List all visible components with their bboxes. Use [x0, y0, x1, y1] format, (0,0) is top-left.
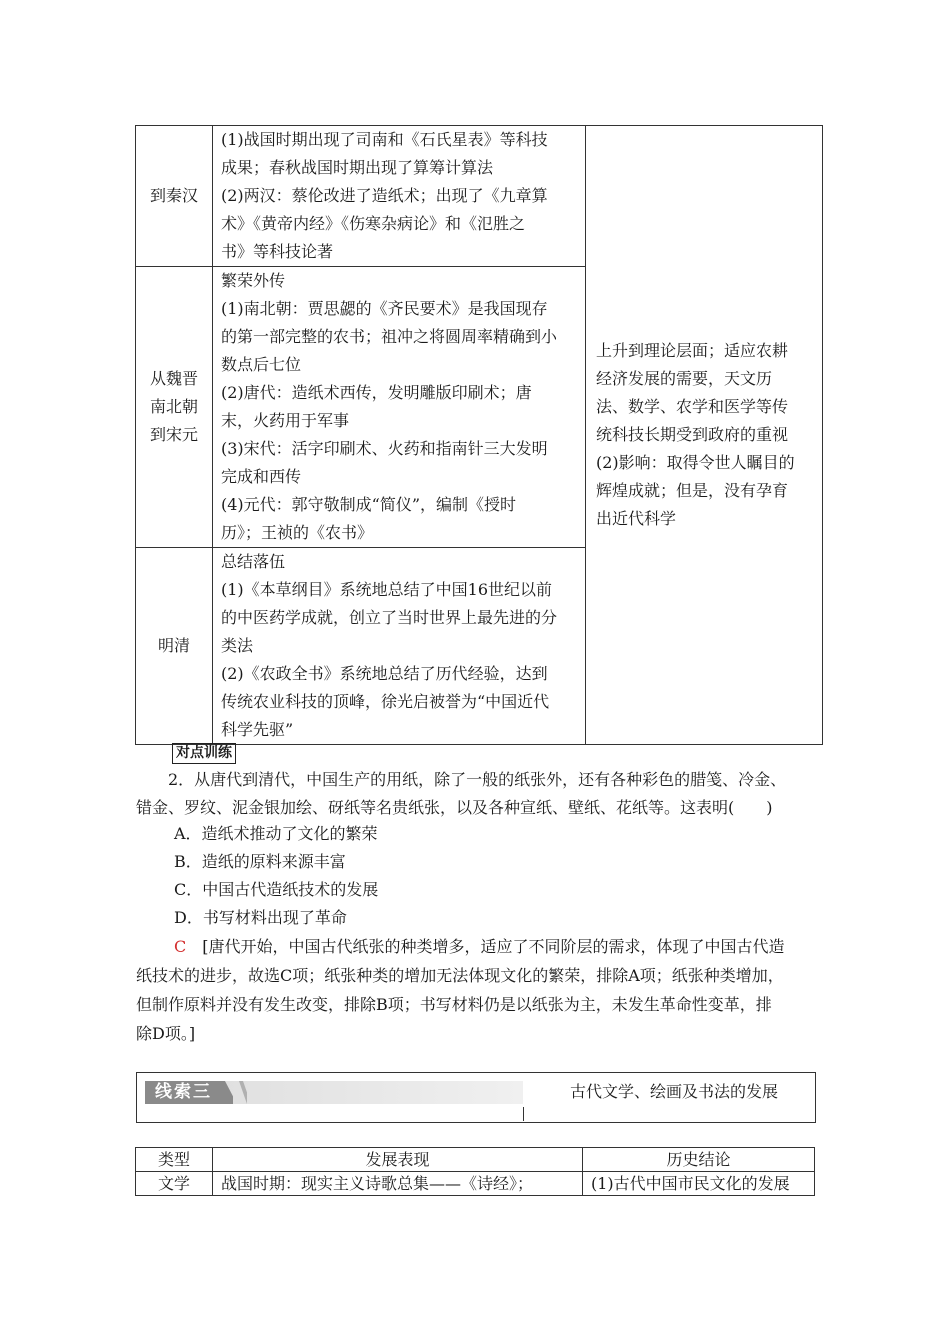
- cell-type: 文学: [136, 1172, 213, 1196]
- header-type: 类型: [136, 1148, 213, 1172]
- header-conclusion: 历史结论: [583, 1148, 815, 1172]
- section-tag-label: 线索三: [155, 1082, 212, 1102]
- question-stem: 2．从唐代到清代，中国生产的用纸，除了一般的纸张外，还有各种彩色的腊笺、冷金、 错金、罗纹、泥金银加绘、砑纸等名贵纸张，以及各种宣纸、壁纸、花纸等。这表明( ): [136, 770, 787, 817]
- table-row: [136, 1172, 815, 1196]
- section-title: 古代文学、绘画及书法的发展: [570, 1082, 779, 1101]
- option-c: C．中国古代造纸技术的发展: [174, 880, 379, 899]
- option-a: A．造纸术推动了文化的繁荣: [174, 824, 378, 843]
- practice-badge: 对点训练: [172, 743, 236, 764]
- header-development: 发展表现: [213, 1148, 583, 1172]
- table-row: [136, 126, 823, 267]
- divider: [523, 1107, 524, 1121]
- culture-table: [135, 1147, 815, 1196]
- section-header: [136, 1072, 816, 1123]
- era-cell: 从魏晋 南北朝 到宋元: [136, 267, 213, 548]
- answer-explanation: C [唐代开始，中国古代纸张的种类增多，适应了不同阶层的需求，体现了中国古代造 纸技术的进步，故选C项；纸张种类的增加无法体现文化的繁荣，排除A项；纸张种类增加， 但制作原料并没有发生改变，排除B项；书写材料仍是以纸张为主，未发生革命性变革，排 除D项。]: [136, 937, 785, 1043]
- option-b: B．造纸的原料来源丰富: [174, 852, 346, 871]
- answer-text: [唐代开始，中国古代纸张的种类增多，适应了不同阶层的需求，体现了中国古代造: [186, 937, 785, 956]
- section-tag: [145, 1081, 523, 1104]
- answer-letter: C: [174, 937, 187, 956]
- option-d: D．书写材料出现了革命: [174, 908, 347, 927]
- development-cell: (1)战国时期出现了司南和《石氏星表》等科技 成果；春秋战国时期出现了算筹计算法 (2)两汉：蔡伦改进了造纸术；出现了《九章算 术》《黄帝内经》《伤寒杂病论》和《氾胜之 书》等科技论著: [213, 126, 586, 267]
- era-cell: 明清: [136, 548, 213, 745]
- development-cell: 繁荣外传 (1)南北朝：贾思勰的《齐民要术》是我国现存 的第一部完整的农书；祖冲之将圆周率精确到小 数点后七位 (2)唐代：造纸术西传，发明雕版印刷术；唐 末，火药用于军事 (3)宋代：活字印刷术、火药和指南针三大发明 完成和西传 (4)元代：郭守敬制成“简仪”，编制《授时 历》；王祯的《农书》: [213, 267, 586, 548]
- development-cell: 总结落伍 (1)《本草纲目》系统地总结了中国16世纪以前 的中医药学成就，创立了当时世界上最先进的分 类法 (2)《农政全书》系统地总结了历代经验，达到 传统农业科技的顶峰，徐光启被誉为“中国近代 科学先驱”: [213, 548, 586, 745]
- conclusion-cell: 上升到理论层面；适应农耕 经济发展的需要，天文历 法、数学、农学和医学等传 统科技长期受到政府的重视 (2)影响：取得令世人瞩目的 辉煌成就；但是，没有孕育 出近代科学: [586, 126, 823, 745]
- cell-development: 战国时期：现实主义诗歌总集——《诗经》；: [213, 1172, 583, 1196]
- era-cell: 到秦汉: [136, 126, 213, 267]
- section-tag-stripe: [239, 1081, 247, 1104]
- table-header-row: [136, 1148, 815, 1172]
- science-history-table: [135, 125, 823, 745]
- cell-conclusion: (1)古代中国市民文化的发展: [583, 1172, 815, 1196]
